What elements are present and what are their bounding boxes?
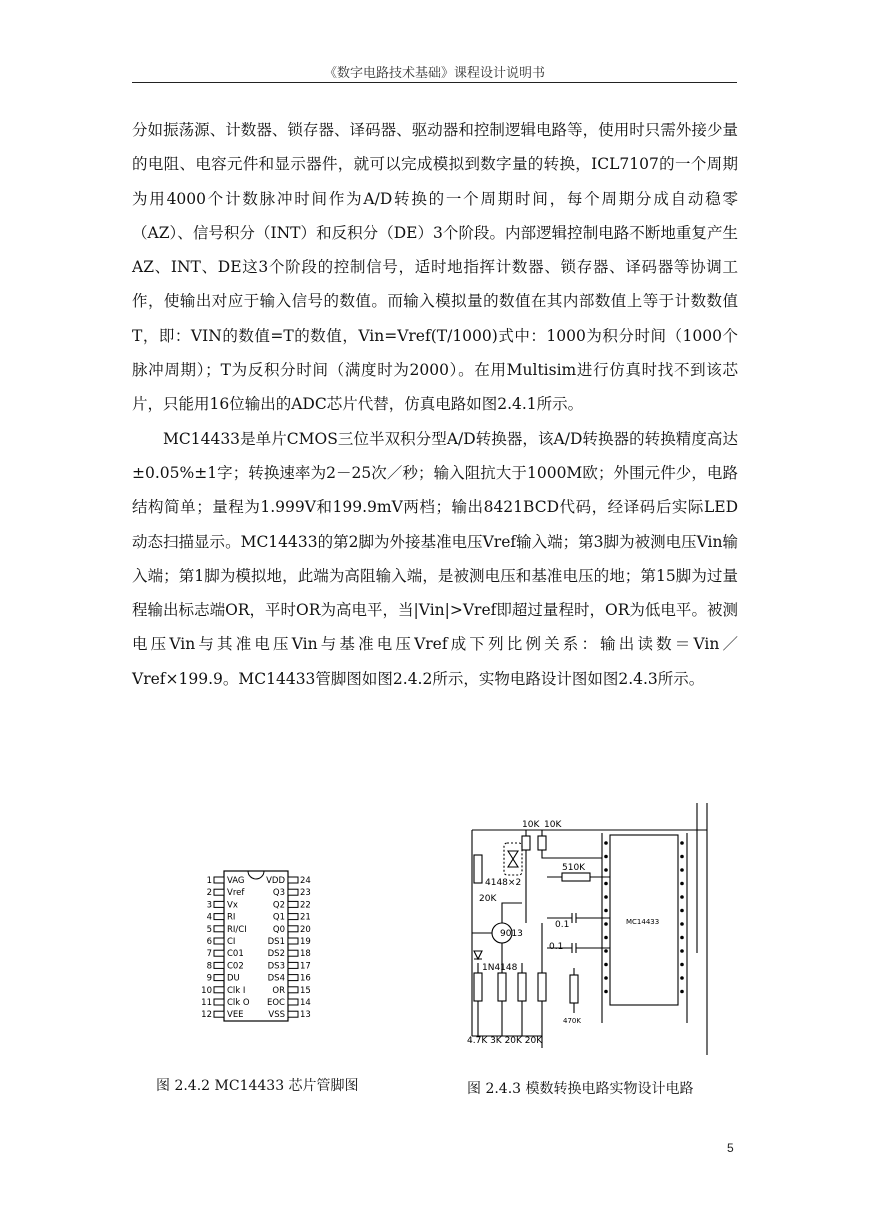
chip-pin-dot	[680, 882, 684, 886]
pin-right-15	[288, 987, 298, 993]
pin-left-11	[214, 999, 224, 1005]
pin-right-19	[288, 938, 298, 944]
pin-left-7	[214, 950, 224, 956]
pin-left-6	[214, 938, 224, 944]
pin-number-23: 23	[300, 888, 311, 899]
pin-label-4: RI	[227, 912, 236, 923]
chip-pin-dot	[604, 949, 608, 953]
pin-label-17: DS3	[267, 961, 285, 972]
pin-label-13: VSS	[268, 1010, 285, 1021]
chip-pin-dot	[604, 936, 608, 940]
pin-label-22: Q2	[272, 900, 285, 911]
pin-right-20	[288, 926, 298, 932]
pin-label-1: VAG	[227, 876, 245, 886]
chip-label: MC14433	[626, 918, 660, 926]
pin-number-24: 24	[300, 876, 311, 886]
pin-number-14: 14	[300, 998, 311, 1008]
header-rule	[132, 82, 737, 83]
pin-number-20: 20	[300, 924, 311, 935]
pin-label-12: VEE	[227, 1010, 244, 1021]
resistor-20k-a	[518, 973, 526, 1001]
pin-number-22: 22	[300, 900, 311, 911]
label-cap2: 0.1	[549, 942, 564, 952]
pin-left-2	[214, 889, 224, 895]
figure-1-caption: 图 2.4.2 MC14433 芯片管脚图	[156, 1078, 359, 1094]
chip-pin-dot	[680, 868, 684, 872]
chip-pin-dot	[680, 855, 684, 859]
pin-label-19: DS1	[267, 937, 285, 947]
chip-pin-dot	[680, 936, 684, 940]
resistor-20k-b	[538, 973, 546, 1001]
pin-label-21: Q1	[272, 912, 285, 923]
chip-pin-dot	[680, 949, 684, 953]
pin-label-10: Clk I	[227, 985, 246, 996]
resistor-470k	[570, 975, 578, 1003]
resistor-20k-left	[474, 855, 482, 883]
pin-label-8: C02	[227, 961, 244, 972]
pin-left-5	[214, 926, 224, 932]
pin-right-23	[288, 889, 298, 895]
label-9013: 9013	[500, 929, 523, 939]
pin-number-15: 15	[300, 985, 311, 996]
resistor-3k	[498, 973, 506, 1001]
chip-pin-dot	[680, 990, 684, 994]
pin-number-3: 3	[206, 900, 212, 911]
chip-pin-dot	[604, 841, 608, 845]
pin-label-2: Vref	[227, 888, 245, 899]
pin-left-4	[214, 914, 224, 920]
pin-number-7: 7	[206, 949, 212, 960]
pin-label-5: RI/CI	[227, 924, 247, 935]
chip-pin-dot	[604, 922, 608, 926]
pin-number-11: 11	[201, 998, 212, 1008]
paragraph-mc14433: MC14433是单片CMOS三位半双积分型A/D转换器，该A/D转换器的转换精度高达±0.05%±1字；转换速率为2－25次／秒；输入阻抗大于1000M欧；外围元件少，电路结构简单；量程为1.999V和199.9mV两档；输出8421BCD代码，经译码后实际LED动态扫描显示。MC14433的第2脚为外接基准电压Vref输入端；第3脚为被测电压Vin输入端；第1脚为模拟地，此端为高阻输入端，是被测电压和基准电压的地；第15脚为过量程输出标志端OR，平时OR为高电平，当|Vin|>Vref即超过量程时，OR为低电平。被测电压Vin与其准电压Vin与基准电压Vref成下列比例关系：输出读数＝Vin／Vref×199.9。MC14433管脚图如图2.4.2所示，实物电路设计图如图2.4.3所示。	[132, 429, 738, 688]
pin-label-20: Q0	[272, 924, 285, 935]
label-470k: 470K	[563, 1017, 581, 1025]
page-number: 5	[727, 1141, 734, 1155]
pin-number-5: 5	[206, 924, 212, 935]
chip-pin-dot	[604, 990, 608, 994]
pin-right-24	[288, 877, 298, 883]
pin-left-9	[214, 975, 224, 981]
figure-2-caption: 图 2.4.3 模数转换电路实物设计电路	[467, 1081, 694, 1097]
pin-left-10	[214, 987, 224, 993]
chip-pin-dot	[680, 909, 684, 913]
label-bottom-values: 4.7K 3K 20K 20K	[467, 1036, 543, 1046]
pin-number-16: 16	[300, 973, 311, 984]
label-10k-2: 10K	[544, 820, 562, 830]
pin-left-8	[214, 962, 224, 968]
resistor-10k-1	[522, 836, 530, 850]
circuit-diagram	[462, 803, 720, 1055]
pin-label-24: VDD	[266, 876, 285, 886]
figure-circuit	[462, 803, 720, 1055]
chip-pin-dot	[680, 922, 684, 926]
pin-label-3: Vx	[227, 900, 238, 911]
chip-pin-dot	[680, 895, 684, 899]
chip-pin-dot	[680, 841, 684, 845]
chip-pin-dot	[604, 909, 608, 913]
pin-label-7: C01	[227, 949, 244, 960]
pin-right-21	[288, 914, 298, 920]
resistor-510k	[562, 873, 590, 881]
pin-right-17	[288, 962, 298, 968]
pin-number-21: 21	[300, 912, 311, 923]
pin-number-1: 1	[206, 876, 212, 886]
label-cap1: 0.1	[555, 920, 570, 930]
pin-number-19: 19	[300, 937, 311, 947]
pin-label-16: DS4	[267, 973, 285, 984]
figure-mc14433-pinout	[196, 868, 326, 1028]
pin-number-6: 6	[206, 937, 212, 947]
pin-left-3	[214, 901, 224, 907]
pin-label-23: Q3	[272, 888, 285, 899]
chip-pin-dot	[604, 882, 608, 886]
resistor-10k-2	[538, 836, 546, 850]
pin-label-11: Clk O	[227, 998, 250, 1008]
chip-pin-dot	[680, 963, 684, 967]
pin-number-8: 8	[206, 961, 212, 972]
pinout-diagram	[196, 868, 326, 1028]
pin-right-18	[288, 950, 298, 956]
body-text	[132, 113, 738, 696]
label-diodes: 4148×2	[485, 878, 522, 888]
pin-left-12	[214, 1011, 224, 1017]
pin-left-1	[214, 877, 224, 883]
chip-pin-dot	[604, 868, 608, 872]
pin-right-13	[288, 1011, 298, 1017]
pin-number-12: 12	[201, 1010, 212, 1021]
label-20k-left: 20K	[479, 894, 497, 904]
label-510k: 510K	[562, 863, 586, 873]
pin-number-18: 18	[300, 949, 311, 960]
pin-number-13: 13	[300, 1010, 311, 1021]
resistor-4-7k	[474, 973, 482, 1001]
pin-right-16	[288, 975, 298, 981]
pin-number-9: 9	[206, 973, 212, 984]
running-header: 《数字电路技术基础》课程设计说明书	[323, 66, 545, 81]
pin-label-6: CI	[227, 937, 236, 947]
pin-number-4: 4	[206, 912, 212, 923]
pin-right-14	[288, 999, 298, 1005]
pin-number-2: 2	[206, 888, 212, 899]
chip-pin-dot	[604, 976, 608, 980]
pin-label-15: OR	[272, 985, 285, 996]
pin-number-17: 17	[300, 961, 311, 972]
label-10k-1: 10K	[522, 820, 540, 830]
chip-pin-dot	[604, 855, 608, 859]
pin-number-10: 10	[201, 985, 212, 996]
chip-pin-dot	[680, 976, 684, 980]
chip-pin-dot	[604, 895, 608, 899]
pin-label-9: DU	[227, 973, 240, 984]
pin-label-14: EOC	[267, 998, 285, 1008]
label-1n4148: 1N4148	[482, 963, 518, 973]
paragraph-icl7107: 分如振荡源、计数器、锁存器、译码器、驱动器和控制逻辑电路等，使用时只需外接少量的电阻、电容元件和显示器件，就可以完成模拟到数字量的转换，ICL7107的一个周期为用4000个计数脉冲时间作为A/D转换的一个周期时间，每个周期分成自动稳零（AZ）、信号积分（INT）和反积分（DE）3个阶段。内部逻辑控制电路不断地重复产生AZ、INT、DE这3个阶段的控制信号，适时地指挥计数器、锁存器、译码器等协调工作，使输出对应于输入信号的数值。而输入模拟量的数值在其内部数值上等于计数数值T，即：VIN的数值=T的数值，Vin=Vref(T/1000)式中：1000为积分时间（1000个脉冲周期）；T为反积分时间（满度时为2000）。在用Multisim进行仿真时找不到该芯片，只能用16位输出的ADC芯片代替，仿真电路如图2.4.1所示。	[132, 121, 738, 414]
pin-right-22	[288, 901, 298, 907]
chip-pin-dot	[604, 963, 608, 967]
pin-label-18: DS2	[267, 949, 285, 960]
